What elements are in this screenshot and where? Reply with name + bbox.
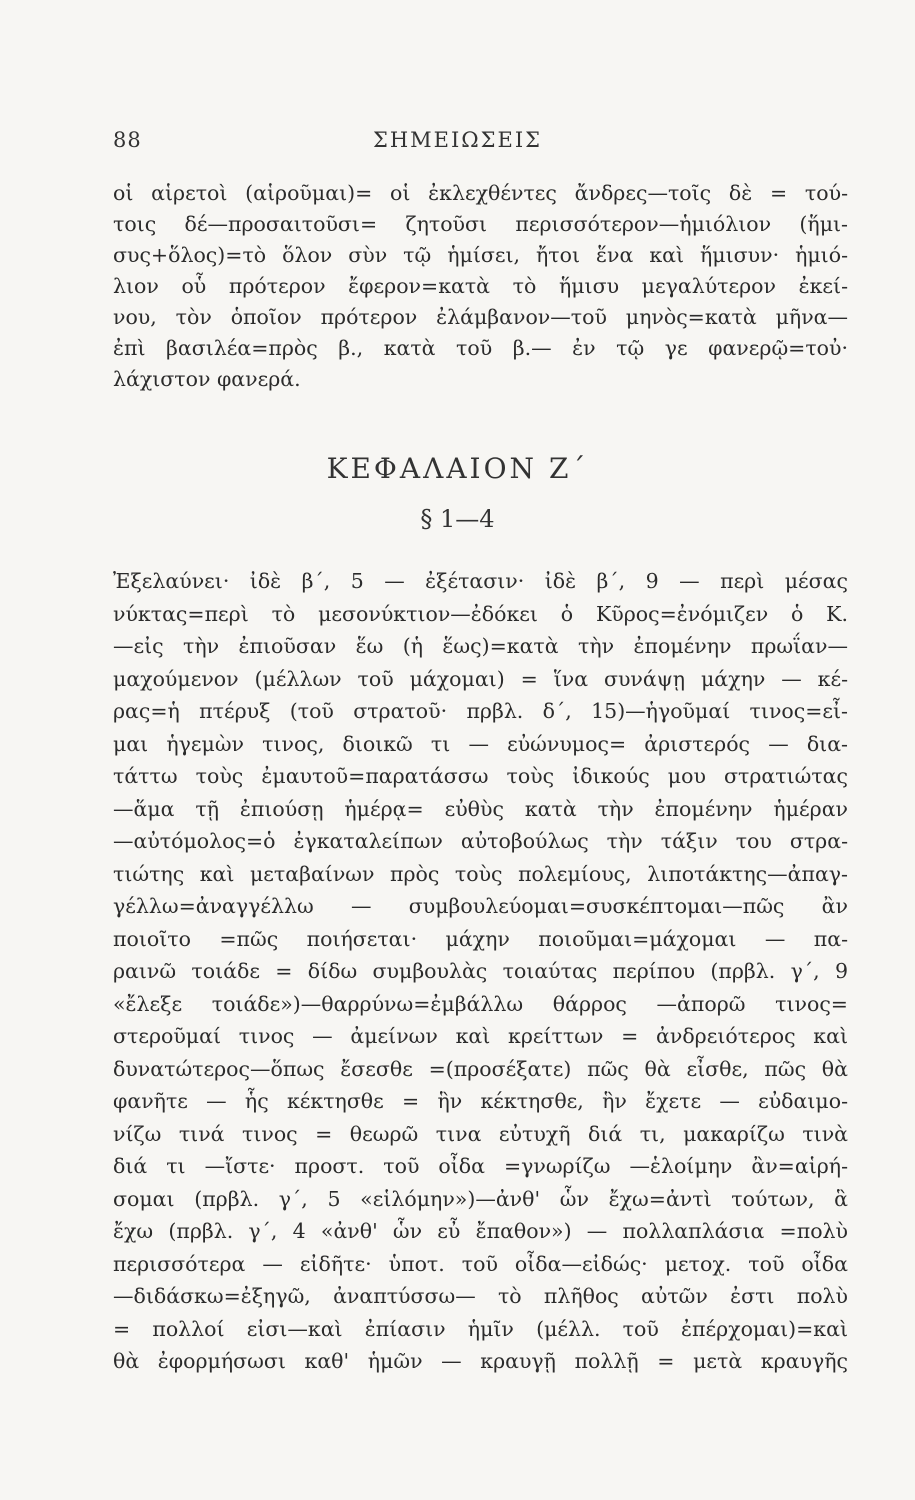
text-line: νύκτας=περὶ τὸ μεσονύκτιον—ἐδόκει ὁ Κῦρος=ἐνόμιζεν ὁ Κ. <box>113 601 848 626</box>
text-line: μαχούμενον (μέλλων τοῦ μάχομαι) = ἵνα συνάψῃ μάχην — κέ- <box>113 666 848 691</box>
text-line: λιον οὗ πρότερον ἔφερον=κατὰ τὸ ἥμισυ μεγαλύτερον ἐκεί- <box>113 274 848 298</box>
text-line: οἱ αἱρετοὶ (αἱροῦμαι)= οἱ ἐκλεχθέντες ἄνδρες—τοῖς δὲ = τού- <box>113 181 848 205</box>
text-line: σομαι (πρβλ. γ΄, 5 «εἱλόμην»)—ἀνθ' ὧν ἔχω=ἀντὶ τούτων, ἃ <box>113 1186 848 1211</box>
notes-top-block <box>113 178 848 395</box>
text-line: νίζω τινά τινος = θεωρῶ τινα εὐτυχῆ διά τι, μακαρίζω τινὰ <box>113 1121 848 1146</box>
notes-main-block <box>113 565 848 1378</box>
text-line: —αὐτόμολος=ὁ ἐγκαταλείπων αὐτοβούλως τὴν τάξιν του στρα- <box>113 829 848 853</box>
text-line: λάχιστον φανερά. <box>113 367 301 391</box>
text-line: ρας=ἡ πτέρυξ (τοῦ στρατοῦ· πρβλ. δ΄, 15)—ἡγοῦμαί τινος=εἶ- <box>113 699 848 723</box>
text-line: περισσότερα — εἰδῆτε· ὑποτ. τοῦ οἶδα—εἰδώς· μετοχ. τοῦ οἶδα <box>113 1251 848 1276</box>
text-line: νου, τὸν ὁποῖον πρότερον ἐλάμβανον—τοῦ μηνὸς=κατὰ μῆνα— <box>113 305 848 329</box>
text-line: στεροῦμαί τινος — ἀμείνων καὶ κρείττων = ἀνδρειότερος καὶ <box>113 1024 848 1048</box>
running-head: ΣΗΜΕΙΩΣΕΙΣ <box>372 128 543 152</box>
page-number: 88 <box>113 128 142 152</box>
text-line: ἐπὶ βασιλέα=πρὸς β., κατὰ τοῦ β.— ἐν τῷ γε φανερῷ=τοὐ· <box>113 336 848 360</box>
text-line: ποιοῖτο =πῶς ποιήσεται· μάχην ποιοῦμαι=μάχομαι — πα- <box>113 926 848 951</box>
text-line: θὰ ἐφορμήσωσι καθ' ἡμῶν — κραυγῇ πολλῇ = μετὰ κραυγῆς <box>113 1349 848 1373</box>
text-line: ἔχω (πρβλ. γ΄, 4 «ἀνθ' ὧν εὖ ἔπαθον») — πολλαπλάσια =πολὺ <box>113 1219 848 1243</box>
section-heading: § 1—4 <box>420 505 495 533</box>
text-line: —διδάσκω=ἐξηγῶ, ἀναπτύσσω— τὸ πλῆθος αὐτῶν ἐστι πολὺ <box>113 1284 848 1308</box>
text-line: τιώτης καὶ μεταβαίνων πρὸς τοὺς πολεμίους, λιποτάκτης—ἀπαγ- <box>113 861 848 886</box>
text-line: φανῆτε — ἧς κέκτησθε = ἣν κέκτησθε, ἣν ἔχετε — εὐδαιμο- <box>113 1089 848 1113</box>
text-line: γέλλω=ἀναγγέλλω — συμβουλεύομαι=συσκέπτομαι—πῶς ἂν <box>113 894 848 918</box>
text-line: τάττω τοὺς ἐμαυτοῦ=παρατάσσω τοὺς ἰδικούς μου στρατιώτας <box>113 764 848 788</box>
text-line: = πολλοί εἰσι—καὶ ἐπίασιν ἡμῖν (μέλλ. τοῦ ἐπέρχομαι)=καὶ <box>113 1316 848 1341</box>
text-line: —εἰς τὴν ἐπιοῦσαν ἕω (ἡ ἕως)=κατὰ τὴν ἐπομένην πρωΐαν— <box>113 634 848 658</box>
text-line: διά τι —ἴστε· προστ. τοῦ οἶδα =γνωρίζω —ἑλοίμην ἂν=αἱρή- <box>113 1154 848 1178</box>
text-line: Ἐξελαύνει· ἰδὲ β΄, 5 — ἐξέτασιν· ἰδὲ β΄, 9 — περὶ μέσας <box>113 569 848 593</box>
text-line: —ἅμα τῇ ἐπιούσῃ ἡμέρᾳ= εὐθὺς κατὰ τὴν ἐπομένην ἡμέραν <box>113 796 848 821</box>
text-line: δυνατώτερος—ὅπως ἔσεσθε =(προσέξατε) πῶς θὰ εἶσθε, πῶς θὰ <box>113 1056 848 1081</box>
text-line: συς+ὅλος)=τὸ ὅλον σὺν τῷ ἡμίσει, ἤτοι ἕνα καὶ ἥμισυν· ἡμιό- <box>113 243 848 267</box>
text-line: τοις δέ—προσαιτοῦσι= ζητοῦσι περισσότερον—ἡμιόλιον (ἥμι- <box>113 212 848 236</box>
chapter-title: ΚΕΦΑΛΑΙΟΝ Ζ΄ <box>326 452 589 485</box>
text-line: μαι ἡγεμὼν τινος, διοικῶ τι — εὐώνυμος= ἀριστερός — δια- <box>113 731 848 756</box>
text-line: ραινῶ τοιάδε = δίδω συμβουλὰς τοιαύτας περίπου (πρβλ. γ΄, 9 <box>113 959 848 983</box>
text-line: «ἔλεξε τοιάδε»)—θαρρύνω=ἐμβάλλω θάρρος —ἀπορῶ τινος= <box>113 991 848 1016</box>
